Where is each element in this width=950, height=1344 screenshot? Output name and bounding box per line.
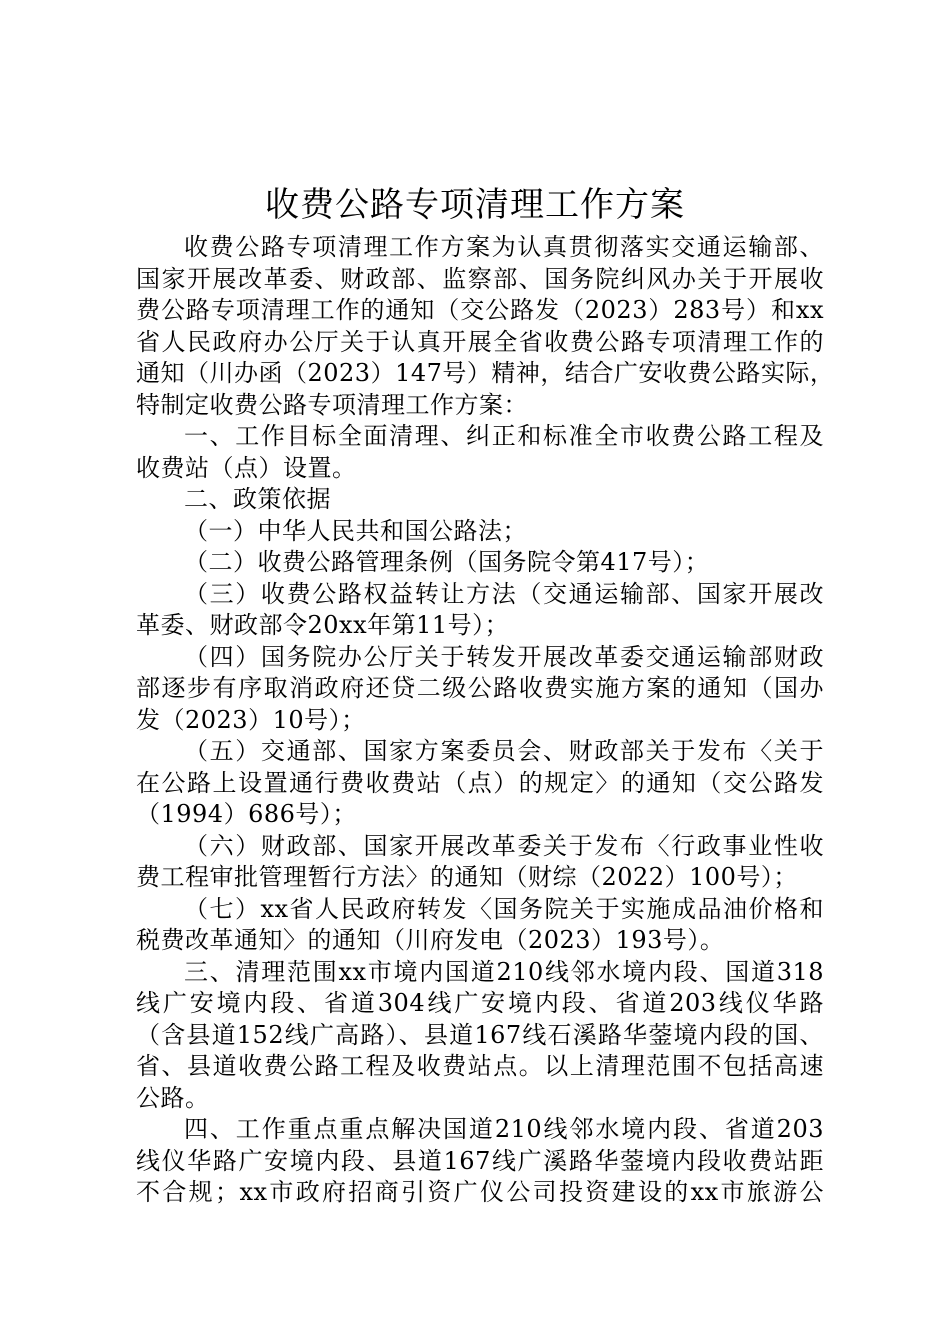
body-line: （五）交通部、国家方案委员会、财政部关于发布〈关于: [184, 737, 824, 765]
body-line: 线仪华路广安境内段、县道167线广溪路华蓥境内段收费站距: [136, 1146, 824, 1175]
body-line: （四）国务院办公厅关于转发开展改革委交通运输部财政: [184, 642, 824, 671]
body-line: （二）收费公路管理条例（国务院令第417号）；: [184, 548, 710, 576]
document-title: 收费公路专项清理工作方案: [265, 185, 685, 225]
body-line: 通知（川办函（2023）147号）精神，结合广安收费公路实际，: [136, 359, 835, 387]
body-line: 二、政策依据: [184, 485, 331, 513]
body-line: 四、工作重点重点解决国道210线邻水境内段、省道203: [184, 1115, 824, 1143]
body-line: 线广安境内段、省道304线广安境内段、省道203线仪华路: [136, 989, 824, 1017]
body-line: 收费公路专项清理工作方案为认真贯彻落实交通运输部、: [184, 233, 824, 261]
body-line: （三）收费公路权益转让方法（交通运输部、国家开展改: [184, 579, 824, 608]
body-line: 不合规；xx市政府招商引资广仪公司投资建设的xx市旅游公: [136, 1178, 824, 1206]
body-line: （含县道152线广高路）、县道167线石溪路华蓥境内段的国、: [136, 1020, 824, 1049]
document-body: [136, 232, 835, 1209]
body-line: 省、县道收费公路工程及收费站点。以上清理范围不包括高速: [136, 1052, 824, 1080]
body-line: 一、工作目标全面清理、纠正和标准全市收费公路工程及: [184, 422, 824, 450]
body-line: （1994）686号）；: [136, 800, 357, 828]
body-line: 三、清理范围xx市境内国道210线邻水境内段、国道318: [184, 957, 824, 986]
body-line: 特制定收费公路专项清理工作方案：: [136, 390, 528, 419]
body-line: 革委、财政部令20xx年第11号）；: [136, 611, 510, 639]
body-line: 部逐步有序取消政府还贷二级公路收费实施方案的通知（国办: [136, 674, 824, 702]
body-line: 在公路上设置通行费收费站（点）的规定〉的通知（交公路发: [136, 768, 824, 797]
body-line: （七）xx省人民政府转发〈国务院关于实施成品油价格和: [184, 894, 824, 923]
body-line: （一）中华人民共和国公路法；: [184, 516, 527, 545]
body-line: 发（2023）10号）；: [136, 705, 366, 734]
body-line: 收费站（点）设置。: [136, 453, 357, 482]
body-line: 税费改革通知〉的通知（川府发电（2023）193号）。: [136, 926, 725, 954]
body-line: 费公路专项清理工作的通知（交公路发（2023）283号）和xx: [136, 296, 824, 324]
body-line: 费工程审批管理暂行方法〉的通知（财综（2022）100号）；: [136, 863, 798, 891]
body-line: 公路。: [136, 1083, 210, 1112]
body-line: 省人民政府办公厅关于认真开展全省收费公路专项清理工作的: [136, 327, 824, 356]
body-line: 国家开展改革委、财政部、监察部、国务院纠风办关于开展收: [136, 264, 824, 293]
body-line: （六）财政部、国家开展改革委关于发布〈行政事业性收: [184, 831, 824, 860]
